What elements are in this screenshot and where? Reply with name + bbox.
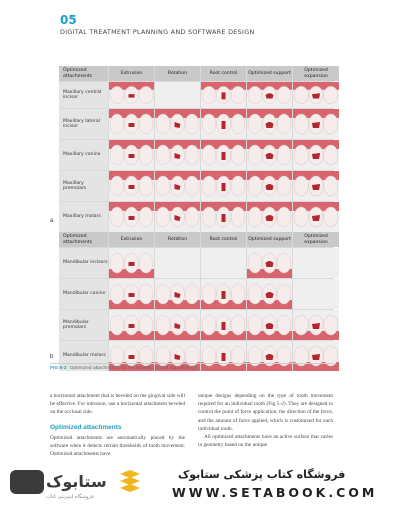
tooth-shape [248, 176, 262, 196]
attachment-shape [222, 121, 226, 129]
tooth-shape [156, 176, 170, 196]
paragraph: unique designs depending on the type of tooth movement required for an individual tooth (Fig 5-2). They are designed to control the point of force application, the direction of the force, and the amount of force applied, which is customized for each individual tooth. [198, 393, 333, 432]
tooth-shape [277, 315, 291, 335]
column-header: Optimized support [247, 66, 292, 81]
section-heading: Optimized attachments [50, 423, 122, 431]
row-label: Mandibular incisors [59, 248, 108, 278]
tooth-shape [185, 207, 199, 227]
attachment-shape [312, 184, 320, 190]
tooth-illustration [109, 140, 154, 170]
tooth-shape [156, 114, 170, 134]
paragraph: Optimized attachments are automatically placed by the software when it detects certain thresholds of tooth movement. [50, 434, 185, 449]
column-header: Optimized attachments [59, 66, 108, 81]
tooth-shape [139, 284, 153, 304]
row-label: Mandibular molars [59, 341, 108, 371]
tooth-shape [110, 86, 124, 103]
tooth-shape [231, 145, 245, 165]
tooth-illustration [109, 310, 154, 340]
tooth-shape [202, 114, 216, 134]
tooth-illustration [247, 279, 292, 309]
tooth-illustration [293, 202, 339, 232]
attachment-cell [109, 140, 154, 170]
tooth-illustration [247, 248, 292, 278]
tooth-illustration [201, 202, 246, 232]
figure-label-b: b [50, 354, 54, 360]
tooth-shape [324, 145, 338, 165]
empty-cell [293, 279, 339, 309]
tooth-shape [202, 176, 216, 196]
tooth-shape [139, 207, 153, 227]
row-label: Maxillary lateral incisor [59, 109, 108, 139]
tooth-shape [110, 145, 124, 165]
attachment-shape [222, 214, 226, 222]
paragraph: All optimized attachments have an active surface that varies in geometry based on the unique [198, 434, 333, 449]
row-label: Maxillary molars [59, 202, 108, 232]
tooth-shape [156, 207, 170, 227]
tooth-shape [231, 114, 245, 134]
shop-url[interactable]: WWW.SETABOOK.COM [172, 485, 378, 500]
attachment-shape [129, 216, 135, 220]
attachment-cell [109, 171, 154, 201]
tooth-illustration [201, 279, 246, 309]
tooth-shape [110, 176, 124, 196]
tooth-shape [248, 253, 262, 273]
tooth-shape [324, 86, 338, 103]
tooth-illustration [201, 171, 246, 201]
empty-cell [201, 248, 246, 278]
tooth-illustration [201, 341, 246, 371]
column-header: Extrusion [109, 66, 154, 81]
tooth-shape [248, 284, 262, 304]
tooth-illustration [247, 310, 292, 340]
tooth-shape [185, 284, 199, 304]
attachment-shape [129, 94, 135, 97]
shop-name: فروشگاه کتاب پزشکی ستابوک [178, 468, 346, 481]
tooth-shape [231, 284, 245, 304]
paragraph: a horizontal attachment that is beveled on the gingival side will be effective. For intrusion, use a horizontal attachment beveled on the occlusal side. [50, 393, 185, 416]
tooth-shape [156, 315, 170, 335]
empty-cell [155, 82, 200, 108]
attachments-table-mandible [59, 232, 334, 371]
tooth-shape [294, 315, 308, 335]
attachment-cell [201, 202, 246, 232]
attachment-cell [109, 82, 154, 108]
attachments-table-maxilla [59, 66, 334, 232]
attachment-cell [247, 82, 292, 108]
chapter-title: DIGITAL TREATMENT PLANNING AND SOFTWARE DESIGN [60, 28, 255, 36]
attachment-shape [129, 154, 135, 158]
attachment-cell [201, 140, 246, 170]
tooth-shape [231, 207, 245, 227]
figure-caption [50, 366, 198, 371]
caption-divider [50, 363, 334, 364]
tooth-shape [110, 207, 124, 227]
attachment-cell [293, 202, 339, 232]
tooth-illustration [293, 310, 339, 340]
tooth-shape [277, 86, 291, 103]
attachment-cell [155, 109, 200, 139]
column-header: Optimized expansion [293, 66, 339, 81]
attachment-shape [312, 215, 320, 221]
attachment-cell [109, 310, 154, 340]
row-label: Mandibular premolars [59, 310, 108, 340]
tooth-illustration [247, 109, 292, 139]
tooth-shape [202, 145, 216, 165]
tooth-illustration [247, 341, 292, 371]
tooth-shape [277, 114, 291, 134]
tooth-shape [110, 315, 124, 335]
attachment-cell [293, 82, 339, 108]
tooth-shape [324, 207, 338, 227]
attachment-cell [109, 202, 154, 232]
brand-logo-icon [10, 470, 44, 494]
attachment-cell [109, 248, 154, 278]
tooth-illustration [109, 202, 154, 232]
attachment-shape [222, 152, 226, 160]
tooth-illustration [155, 310, 200, 340]
attachment-cell [201, 171, 246, 201]
attachment-cell [109, 279, 154, 309]
attachment-cell [247, 279, 292, 309]
tooth-shape [248, 207, 262, 227]
attachment-cell [293, 140, 339, 170]
tooth-shape [202, 284, 216, 304]
attachment-cell [247, 248, 292, 278]
attachment-cell [201, 341, 246, 371]
attachment-shape [312, 323, 320, 329]
attachment-shape [312, 122, 320, 128]
attachment-cell [155, 279, 200, 309]
tooth-illustration [109, 82, 154, 108]
attachment-cell [155, 202, 200, 232]
tooth-shape [139, 114, 153, 134]
empty-cell [293, 248, 339, 278]
attachment-shape [312, 93, 320, 98]
tooth-shape [156, 145, 170, 165]
caption-text: Optimized attachments for the maxilla (a) and mandible (b). [69, 366, 199, 371]
row-label: Maxillary central incisor [59, 82, 108, 108]
attachment-cell [201, 279, 246, 309]
tooth-shape [277, 145, 291, 165]
empty-cell [155, 248, 200, 278]
tooth-illustration [247, 140, 292, 170]
text-column-right [198, 392, 333, 449]
tooth-shape [324, 315, 338, 335]
attachment-cell [247, 171, 292, 201]
tooth-illustration [293, 82, 339, 108]
attachment-shape [222, 322, 226, 330]
column-header: Extrusion [109, 232, 154, 247]
figure-label-a: a [50, 218, 54, 224]
tooth-illustration [155, 109, 200, 139]
tooth-shape [277, 284, 291, 304]
tooth-shape [110, 253, 124, 273]
attachment-cell [247, 310, 292, 340]
tooth-shape [110, 284, 124, 304]
chapter-number: 05 [60, 13, 77, 27]
attachment-cell [247, 202, 292, 232]
attachment-shape [222, 183, 226, 191]
attachment-cell [293, 171, 339, 201]
attachment-cell [155, 171, 200, 201]
text-column-left [50, 392, 185, 458]
tooth-illustration [201, 82, 246, 108]
tooth-shape [248, 315, 262, 335]
attachment-cell [293, 341, 339, 371]
tooth-shape [294, 207, 308, 227]
tooth-shape [110, 114, 124, 134]
tooth-illustration [293, 140, 339, 170]
tooth-shape [277, 253, 291, 273]
tooth-shape [139, 315, 153, 335]
brand-subtitle: فروشگاه اینترنتی کتاب [46, 494, 94, 500]
tooth-shape [248, 86, 262, 103]
attachment-cell [201, 310, 246, 340]
row-label: Maxillary premolars [59, 171, 108, 201]
attachment-shape [129, 293, 135, 297]
tooth-illustration [201, 109, 246, 139]
tooth-shape [185, 114, 199, 134]
tooth-shape [277, 176, 291, 196]
tooth-shape [231, 315, 245, 335]
tooth-illustration [109, 171, 154, 201]
column-header: Root control [201, 232, 246, 247]
tooth-illustration [293, 341, 339, 371]
attachment-shape [222, 92, 226, 99]
tooth-shape [156, 284, 170, 304]
attachment-shape [129, 123, 135, 127]
tooth-illustration [247, 202, 292, 232]
attachment-cell [109, 109, 154, 139]
attachment-cell [293, 310, 339, 340]
brand-name: ستابوک [46, 472, 107, 491]
attachment-cell [247, 341, 292, 371]
tooth-illustration [201, 310, 246, 340]
attachment-cell [155, 140, 200, 170]
tooth-shape [294, 86, 308, 103]
column-header: Root control [201, 66, 246, 81]
tooth-shape [185, 315, 199, 335]
tooth-shape [139, 253, 153, 273]
attachment-shape [129, 324, 135, 328]
tooth-illustration [109, 248, 154, 278]
attachment-shape [312, 354, 320, 360]
tooth-shape [139, 176, 153, 196]
tooth-illustration [109, 109, 154, 139]
tooth-illustration [155, 202, 200, 232]
column-header: Optimized expansion [293, 232, 339, 247]
attachment-shape [312, 153, 320, 159]
brand-mark-icon [116, 468, 144, 496]
attachment-cell [293, 109, 339, 139]
tooth-shape [202, 315, 216, 335]
tooth-illustration [293, 109, 339, 139]
tooth-illustration [293, 171, 339, 201]
attachment-shape [129, 355, 135, 359]
row-label: Maxillary canine [59, 140, 108, 170]
tooth-illustration [155, 279, 200, 309]
column-header: Optimized attachments [59, 232, 108, 247]
tooth-shape [185, 145, 199, 165]
tooth-shape [294, 145, 308, 165]
tooth-shape [324, 176, 338, 196]
tooth-shape [324, 114, 338, 134]
tooth-shape [248, 114, 262, 134]
tooth-shape [231, 176, 245, 196]
tooth-shape [139, 145, 153, 165]
attachment-cell [247, 140, 292, 170]
column-header: Rotation [155, 232, 200, 247]
tooth-illustration [155, 140, 200, 170]
column-header: Rotation [155, 66, 200, 81]
tooth-shape [294, 114, 308, 134]
row-label: Mandibular canine [59, 279, 108, 309]
attachment-shape [129, 185, 135, 189]
tooth-illustration [109, 279, 154, 309]
attachment-cell [201, 82, 246, 108]
tooth-shape [202, 207, 216, 227]
tooth-illustration [155, 171, 200, 201]
tooth-shape [202, 86, 216, 103]
tooth-shape [294, 176, 308, 196]
column-header: Optimized support [247, 232, 292, 247]
tooth-shape [231, 86, 245, 103]
attachment-cell [155, 310, 200, 340]
tooth-illustration [247, 171, 292, 201]
caption-label: FIG 5-2 [50, 366, 67, 371]
tooth-shape [248, 145, 262, 165]
attachment-cell [201, 109, 246, 139]
tooth-shape [277, 207, 291, 227]
attachment-shape [222, 291, 226, 299]
tooth-shape [139, 86, 153, 103]
attachment-shape [129, 262, 135, 266]
attachment-shape [222, 353, 226, 361]
tooth-shape [185, 176, 199, 196]
tooth-illustration [201, 140, 246, 170]
tooth-illustration [247, 82, 292, 108]
attachment-cell [247, 109, 292, 139]
